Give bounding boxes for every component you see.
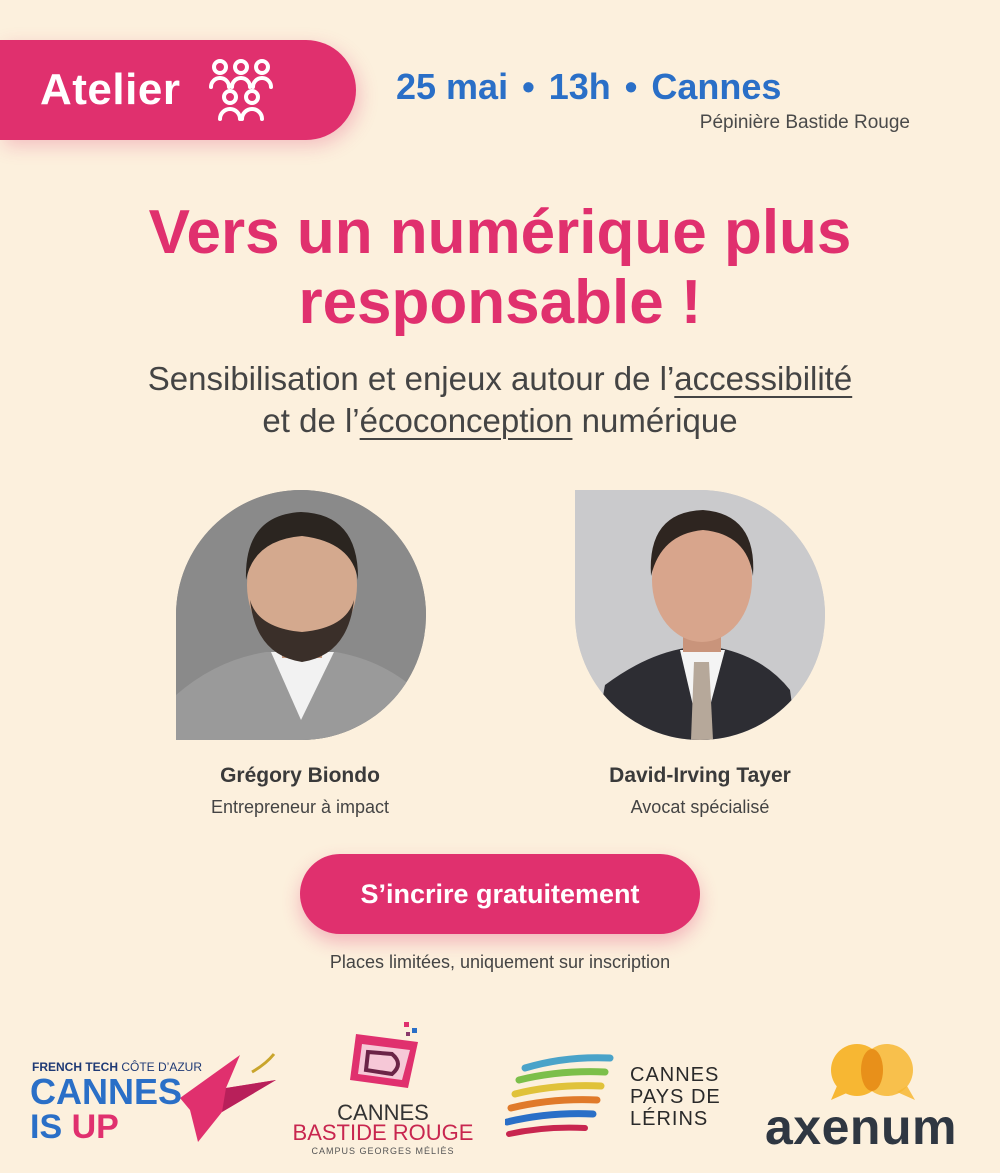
register-button[interactable]: S’incrire gratuitement [300, 854, 700, 934]
cannes-pays-de-lerins-logo[interactable] [505, 1050, 735, 1140]
event-meta [396, 66, 781, 108]
axenum-wordmark: axenum [765, 1099, 957, 1155]
speaker-portrait [176, 490, 426, 740]
lerins-line-1: CANNES [630, 1064, 720, 1086]
bastide-line-3: CAMPUS GEORGES MÉLIÈS [311, 1146, 455, 1156]
subtitle-text: Sensibilisation et enjeux autour de l’ [147, 360, 675, 397]
bastide-rouge-mark-icon [288, 1022, 478, 1102]
event-venue: Pépinière Bastide Rouge [699, 112, 910, 133]
cannes-is-up-title: CANNES [30, 1071, 183, 1112]
bastide-line-1: CANNES [337, 1100, 429, 1125]
is-label: IS [30, 1108, 63, 1146]
separator-dot: • [624, 66, 638, 107]
group-people-icon [208, 57, 274, 123]
event-time: 13h [548, 66, 611, 107]
subtitle-text: numérique [572, 402, 738, 439]
title-line-2: responsable ! [298, 268, 702, 337]
cote-azur-label: CÔTE D’AZUR [121, 1060, 203, 1074]
event-city: Cannes [651, 66, 782, 107]
french-tech-label: FRENCH TECH [32, 1060, 118, 1074]
axenum-logo[interactable] [765, 1040, 980, 1155]
separator-dot: • [522, 66, 535, 107]
bastide-line-2: BASTIDE ROUGE [292, 1120, 474, 1145]
up-label: UP [71, 1108, 119, 1146]
speaker-photo [575, 490, 825, 740]
cannes-is-up-logo[interactable] [30, 1050, 280, 1145]
colored-stripes-icon [505, 1050, 615, 1140]
speaker-portrait [575, 490, 825, 740]
bastide-rouge-logo[interactable] [288, 1022, 478, 1162]
badge-label: Atelier [40, 65, 181, 114]
ecodesign-link: écoconception [359, 402, 573, 439]
title-line-1: Vers un numérique plus [148, 198, 852, 267]
accessibility-link: accessibilité [674, 360, 853, 397]
registration-note: Places limitées, uniquement sur inscription [329, 952, 671, 972]
speech-bubbles-icon [823, 1042, 923, 1102]
subtitle-text: et de l’ [262, 402, 360, 439]
speaker-card [575, 490, 825, 740]
page-subtitle [0, 358, 1000, 442]
lerins-line-3: LÉRINS [630, 1108, 709, 1130]
atelier-badge [0, 40, 356, 140]
speaker-card [176, 490, 426, 740]
speaker-name: Grégory Biondo [220, 764, 380, 787]
speaker-role: Entrepreneur à impact [210, 797, 390, 817]
lerins-line-2: PAYS DE [630, 1086, 721, 1108]
speaker-name: David-Irving Tayer [609, 764, 791, 787]
speaker-role: Avocat spécialisé [630, 797, 770, 817]
speaker-photo [176, 490, 426, 740]
event-date: 25 mai [396, 66, 509, 107]
page-title [0, 198, 1000, 338]
